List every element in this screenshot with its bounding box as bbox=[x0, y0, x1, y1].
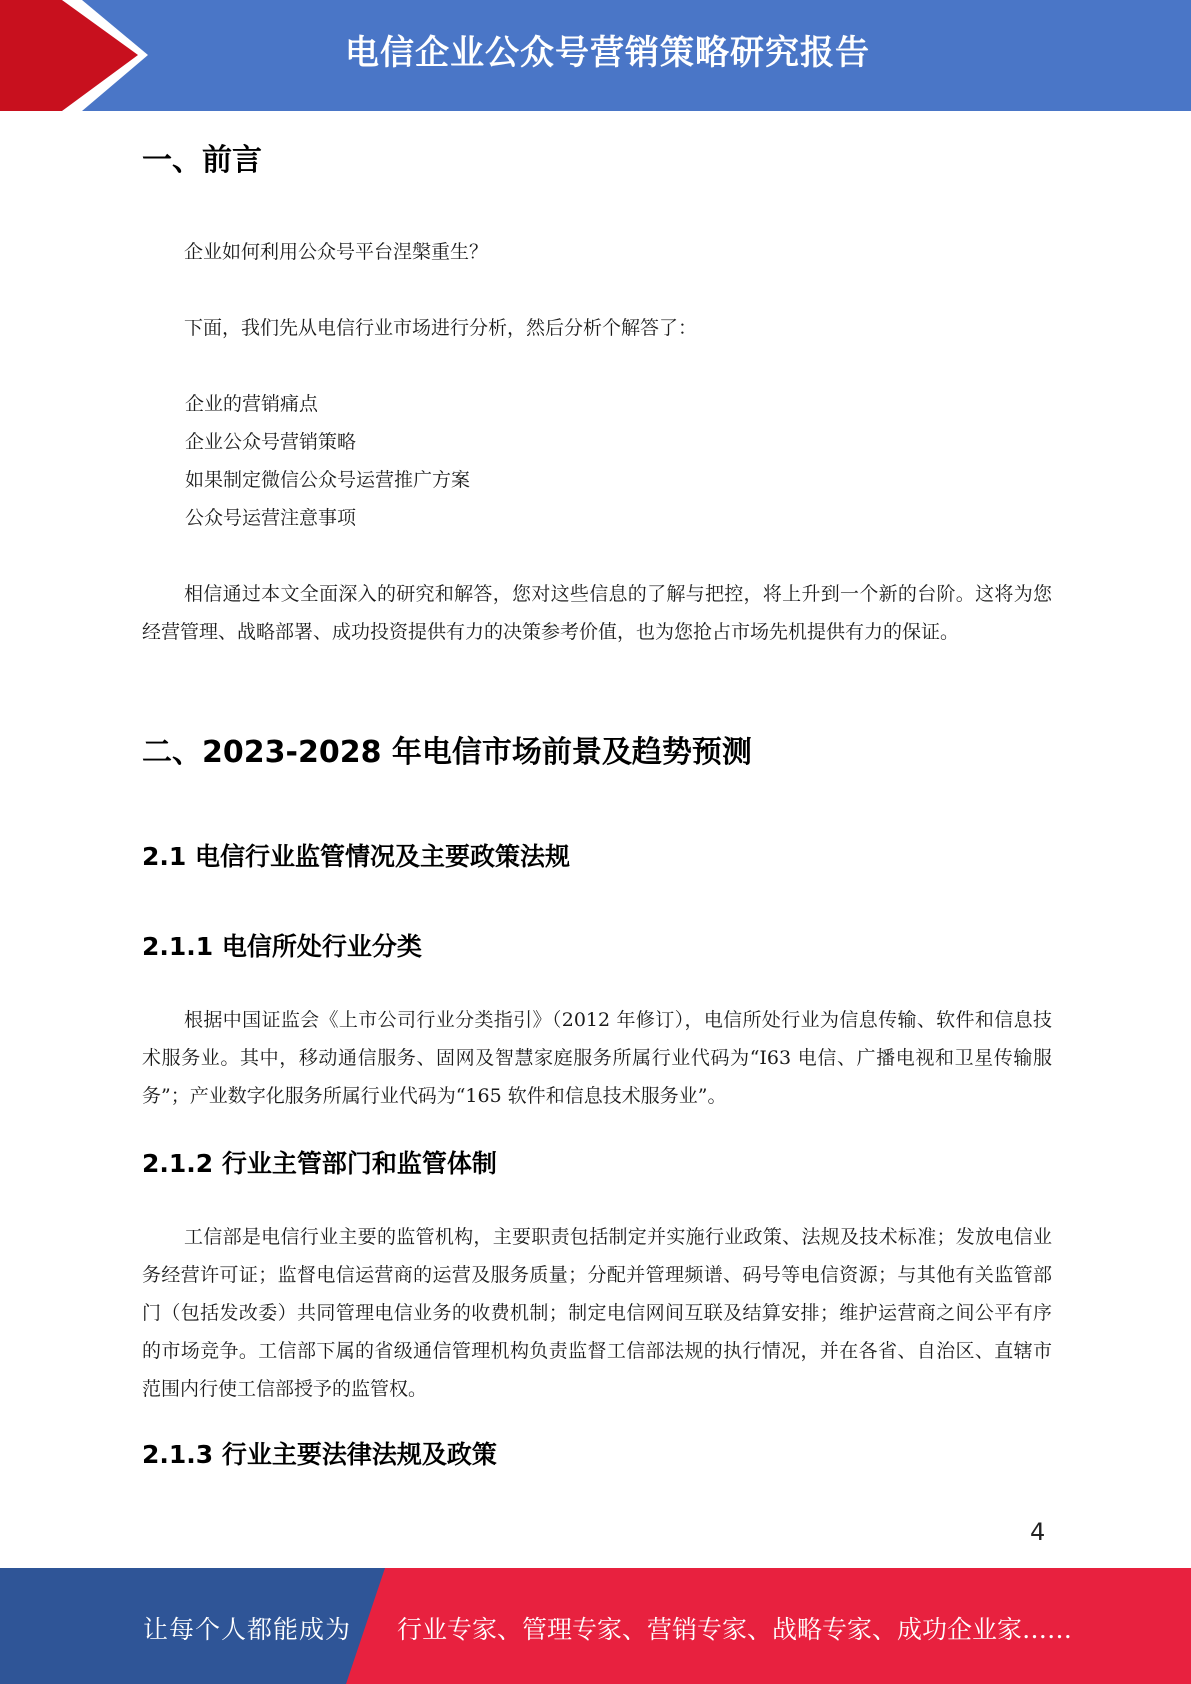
footer-slogan-right: 行业专家、管理专家、营销专家、战略专家、成功企业家…… bbox=[397, 1615, 1073, 1644]
document-title: 电信企业公众号营销策略研究报告 bbox=[345, 33, 870, 73]
paragraph-intro-question: 企业如何利用公众号平台涅槃重生？ bbox=[184, 241, 489, 263]
paragraph-industry-classification: 根据中国证监会《上市公司行业分类指引》（2012 年修订），电信所处行业为信息传输、软件和信息技术服务业。其中，移动通信服务、固网及智慧家庭服务所属行业代码为“I63 电信、广播电视和卫星传输服务”；产业数字化服务所属行业代码为“165 软件和信息技术服务业”。 bbox=[142, 1009, 1052, 1107]
paragraph-intro-lead: 下面，我们先从电信行业市场进行分析，然后分析个解答了： bbox=[184, 317, 698, 339]
subsection-heading-2-1-1: 2.1.1 电信所处行业分类 bbox=[142, 932, 422, 961]
header-band bbox=[0, 0, 1191, 111]
footer-slogan-left: 让每个人都能成为 bbox=[143, 1615, 352, 1644]
subsection-heading-2-1-3: 2.1.3 行业主要法律法规及政策 bbox=[142, 1440, 497, 1469]
subsection-heading-2-1-2: 2.1.2 行业主管部门和监管体制 bbox=[142, 1149, 497, 1178]
footer-band bbox=[0, 1568, 1191, 1684]
page-number: 4 bbox=[1030, 1518, 1046, 1546]
list-item: 企业的营销痛点 bbox=[185, 393, 319, 415]
section-heading-1: 一、前言 bbox=[142, 143, 262, 178]
paragraph-intro-summary: 相信通过本文全面深入的研究和解答，您对这些信息的了解与把控，将上升到一个新的台阶。这将为您经营管理、战略部署、成功投资提供有力的决策参考价值，也为您抢占市场先机提供有力的保证。 bbox=[142, 583, 1052, 643]
list-item: 如果制定微信公众号运营推广方案 bbox=[185, 469, 471, 491]
list-item: 企业公众号营销策略 bbox=[185, 431, 357, 453]
paragraph-regulatory-system: 工信部是电信行业主要的监管机构，主要职责包括制定并实施行业政策、法规及技术标准；发放电信业务经营许可证；监督电信运营商的运营及服务质量；分配并管理频谱、码号等电信资源；与其他有关监管部门（包括发改委）共同管理电信业务的收费机制；制定电信网间互联及结算安排；维护运营商之间公平有序的市场竞争。工信部下属的省级通信管理机构负责监督工信部法规的执行情况，并在各省、自治区、直辖市范围内行使工信部授予的监管权。 bbox=[142, 1226, 1052, 1400]
section-heading-2: 二、2023-2028 年电信市场前景及趋势预测 bbox=[142, 735, 752, 770]
list-item: 公众号运营注意事项 bbox=[185, 507, 357, 529]
subsection-heading-2-1: 2.1 电信行业监管情况及主要政策法规 bbox=[142, 842, 570, 871]
